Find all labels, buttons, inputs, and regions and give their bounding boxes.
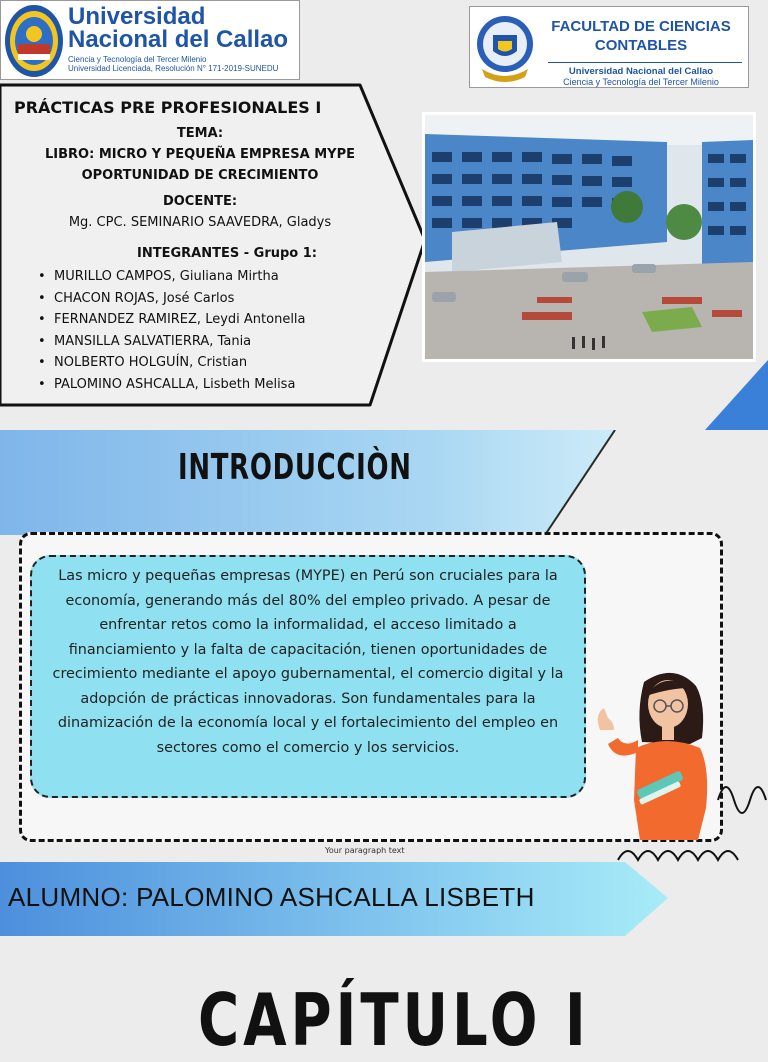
paragraph-placeholder: Your paragraph text [325, 846, 405, 855]
campus-photo [422, 112, 756, 362]
decorative-loops [616, 840, 766, 862]
list-item [38, 266, 306, 288]
faculty-university: Universidad Nacional del Callao [568, 66, 714, 77]
member-surname: FERNANDEZ RAMIREZ, [54, 312, 202, 327]
member-given: José Carlos [158, 290, 235, 306]
member-surname: PALOMINO ASHCALLA, [54, 376, 199, 392]
university-name-line2: Nacional del Callao [68, 26, 289, 53]
chapter-title: CAPÍTULO I [198, 978, 590, 1062]
course-title: PRÁCTICAS PRE PROFESIONALES I [14, 98, 322, 117]
faculty-divider [548, 62, 742, 63]
faculty-seal-icon [474, 11, 536, 85]
list-item [38, 288, 306, 310]
member-given: Cristian [193, 355, 248, 370]
university-subtitle [68, 55, 278, 73]
university-name-line1: Universidad [68, 3, 206, 30]
university-seal-icon [4, 4, 64, 78]
decorative-squiggle [716, 770, 768, 830]
list-item [38, 309, 306, 331]
university-logo [0, 0, 300, 80]
faculty-logo [469, 6, 749, 88]
intro-paragraph: Las micro y pequeñas empresas (MYPE) en Perú son cruciales para la economía, generando más del 80% del empleo privado. A pesar de enfrentar retos como la informalidad, el acceso limitado a financiamiento y la falta de capacitación, tienen oportunidades de crecimiento mediante el apoyo gubernamental, el comercio digital y la adopción de prácticas innovadoras. Son fundamentales para la dinamización de la economía local y el fortalecimiento del empleo en sectores como el comercio y los servicios. [52, 568, 564, 756]
university-license: Universidad Licenciada, Resolución N° 171-2019-SUNEDU [68, 64, 279, 73]
student-name: ALUMNO: PALOMINO ASHCALLA LISBETH [8, 882, 535, 912]
topic-label: TEMA: [176, 126, 224, 141]
member-surname: CHACON ROJAS, [54, 290, 159, 306]
member-given: Leydi Antonella [201, 312, 306, 327]
topic-line-1: LIBRO: MICRO Y PEQUEÑA EMPRESA MYPE [45, 147, 355, 162]
member-surname: MANSILLA SALVATIERRA, [54, 333, 214, 349]
faculty-title-line2: CONTABLES [594, 37, 688, 54]
teacher-name: Mg. CPC. SEMINARIO SAAVEDRA, Gladys [68, 215, 332, 230]
member-surname: MURILLO CAMPOS, [54, 269, 176, 284]
topic-line-2: OPORTUNIDAD DE CRECIMIENTO [81, 168, 319, 183]
member-surname: NOLBERTO HOLGUÍN, [54, 355, 194, 370]
teacher-illustration [586, 660, 726, 842]
intro-title: INTRODUCCIÒN [178, 447, 412, 488]
list-item [38, 331, 306, 353]
members-heading: INTEGRANTES - Grupo 1: [137, 246, 317, 261]
decorative-shape [700, 360, 768, 430]
faculty-title-line1: FACULTAD DE CIENCIAS [551, 18, 731, 35]
list-item [38, 352, 306, 374]
list-item [38, 374, 306, 396]
members-list [38, 266, 306, 395]
member-given: Giuliana Mirtha [175, 269, 279, 284]
university-slogan: Ciencia y Tecnología del Tercer Milenio [68, 55, 207, 64]
faculty-slogan: Ciencia y Tecnología del Tercer Milenio [563, 77, 719, 87]
teacher-label: DOCENTE: [162, 194, 238, 209]
member-given: Lisbeth Melisa [198, 376, 296, 392]
member-given: Tania [213, 333, 252, 349]
faculty-title [538, 17, 744, 55]
university-name [68, 5, 288, 51]
